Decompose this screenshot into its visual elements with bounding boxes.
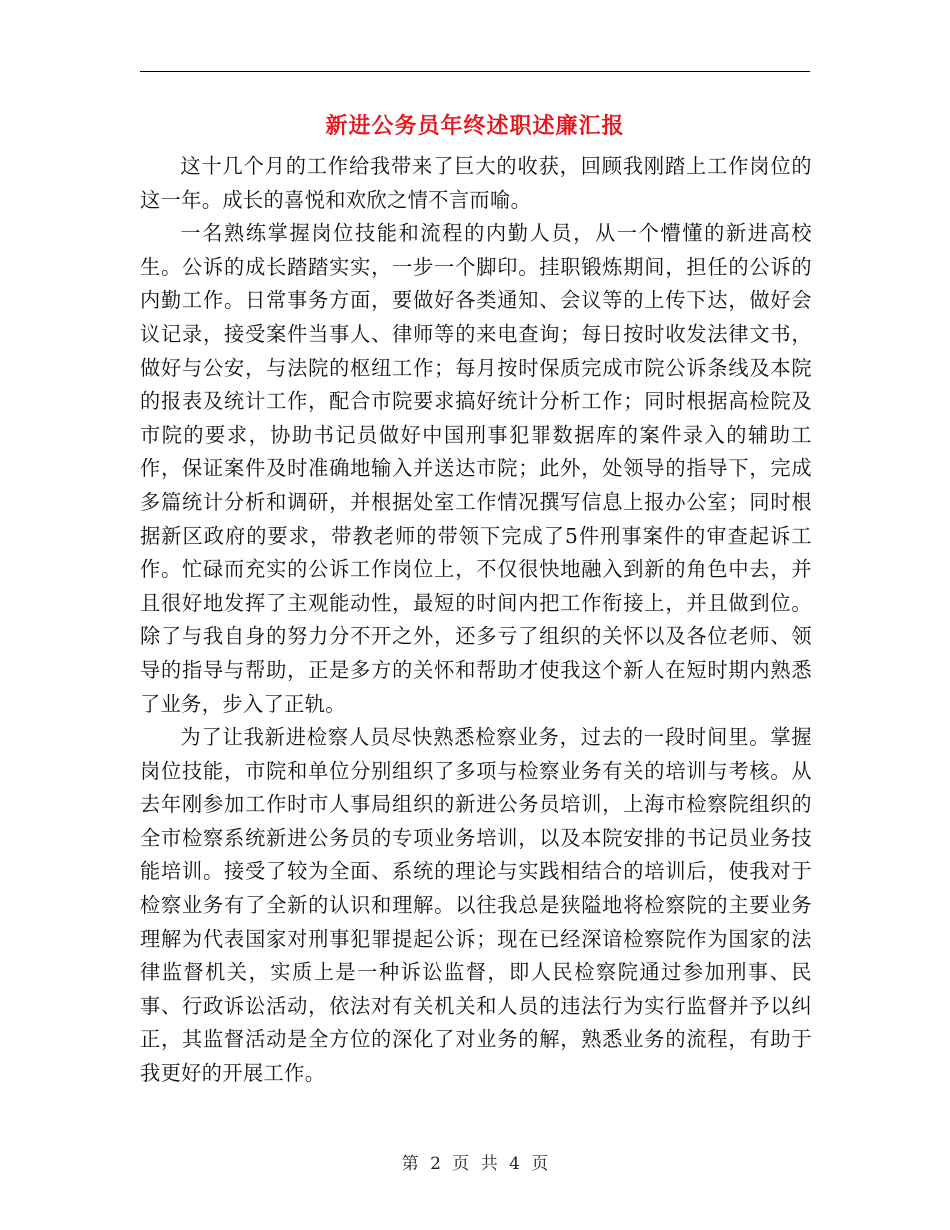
body-paragraph-1: 这十几个月的工作给我带来了巨大的收获，回顾我刚踏上工作岗位的这一年。成长的喜悦和欢欣之情不言而喻。 (140, 154, 812, 212)
header-rule (140, 71, 810, 72)
body-paragraph-2: 一名熟练掌握岗位技能和流程的内勤人员，从一个懵懂的新进高校生。公诉的成长踏踏实实，一步一个脚印。挂职锻炼期间，担任的公诉的内勤工作。日常事务方面，要做好各类通知、会议等的上传下达，做好会议记录，接受案件当事人、律师等的来电查询；每日按时收发法律文书，做好与公安，与法院的枢纽工作；每月按时保质完成市院公诉条线及本院的报表及统计工作，配合市院要求搞好统计分析工作；同时根据高检院及市院的要求，协助书记员做好中国刑事犯罪数据库的案件录入的辅助工作，保证案件及时准确地输入并送达市院；此外，处领导的指导下，完成多篇统计分析和调研，并根据处室工作情况撰写信息上报办公室；同时根据新区政府的要求，带教老师的带领下完成了5件刑事案件的审查起诉工作。忙碌而充实的公诉工作岗位上，不仅很快地融入到新的角色中去，并且很好地发挥了主观能动性，最短的时间内把工作衔接上，并且做到位。除了与我自身的努力分不开之外，还多亏了组织的关怀以及各位老师、领导的指导与帮助，正是多方的关怀和帮助才使我这个新人在短时期内熟悉了业务，步入了正轨。 (140, 221, 812, 716)
page-number: 第 2 页 共 4 页 (401, 1154, 549, 1174)
document-title: 新进公务员年终述职述廉汇报 (325, 113, 625, 139)
body-paragraph-3: 为了让我新进检察人员尽快熟悉检察业务，过去的一段时间里。掌握岗位技能，市院和单位分别组织了多项与检察业务有关的培训与考核。从去年刚参加工作时市人事局组织的新进公务员培训，上海市检察院组织的全市检察系统新进公务员的专项业务培训，以及本院安排的书记员业务技能培训。接受了较为全面、系统的理论与实践相结合的培训后，使我对于检察业务有了全新的认识和理解。以往我总是狭隘地将检察院的主要业务理解为代表国家对刑事犯罪提起公诉；现在已经深谙检察院作为国家的法律监督机关，实质上是一种诉讼监督，即人民检察院通过参加刑事、民事、行政诉讼活动，依法对有关机关和人员的违法行为实行监督并予以纠正，其监督活动是全方位的深化了对业务的解，熟悉业务的流程，有助于我更好的开展工作。 (140, 725, 812, 1086)
document-body (140, 150, 812, 1091)
